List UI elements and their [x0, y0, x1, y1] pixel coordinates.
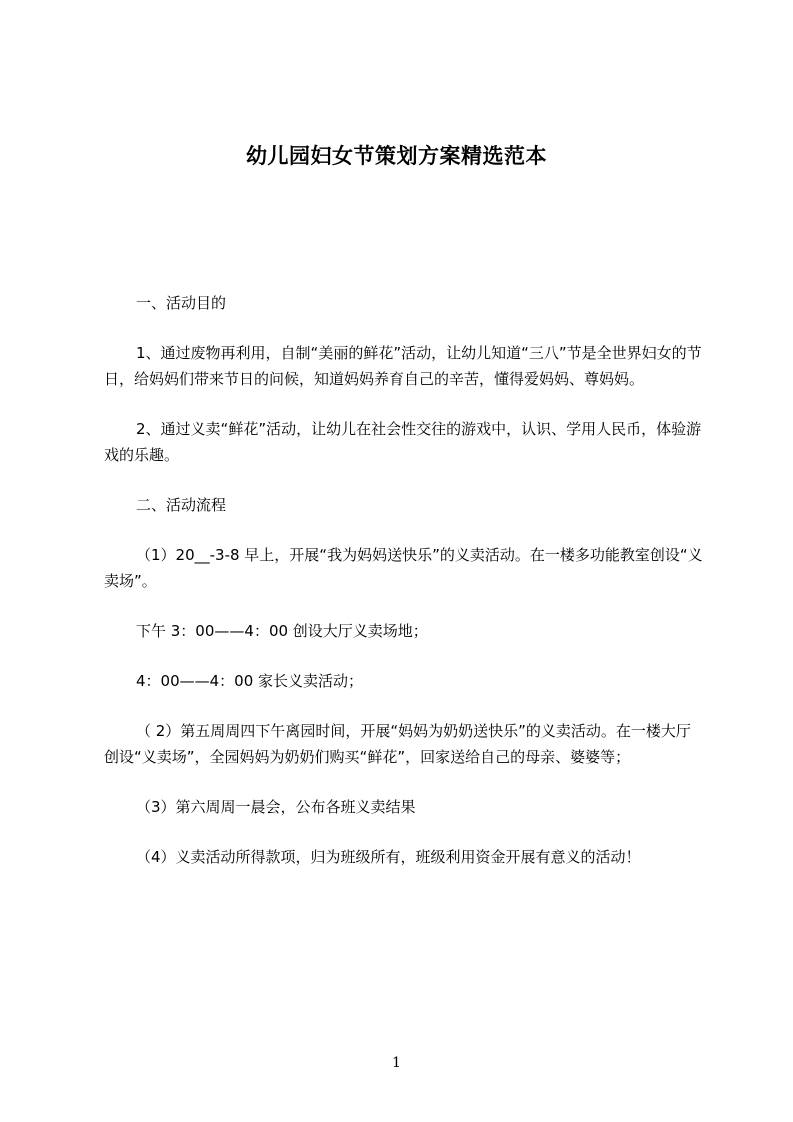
section-heading-goal: 一、活动目的: [136, 294, 227, 312]
document-body: [104, 290, 704, 870]
process-schedule-afternoon: 下午 3：00——4：00 创设大厅义卖场地；: [136, 622, 428, 640]
goal-paragraph-1: 1、通过废物再利用，自制“美丽的鲜花”活动，让幼儿知道“三八”节是全世界妇女的节日，给妈妈们带来节日的问候，知道妈妈养育自己的辛苦，懂得爱妈妈、尊妈妈。: [104, 344, 702, 388]
process-schedule-parent-sale: 4：00——4：00 家长义卖活动；: [136, 672, 364, 690]
page-title: 幼儿园妇女节策划方案精选范本: [246, 144, 547, 168]
section-heading-process: 二、活动流程: [136, 496, 227, 514]
process-paragraph-4: （4）义卖活动所得款项，归为班级所有，班级利用资金开展有意义的活动！: [136, 848, 641, 866]
process-paragraph-3: （3）第六周周一晨会，公布各班义卖结果: [136, 798, 416, 816]
process-paragraph-1: （1）20__-3-8 早上，开展“我为妈妈送快乐”的义卖活动。在一楼多功能教室创设“义卖场”。: [104, 546, 703, 590]
goal-paragraph-2: 2、通过义卖“鲜花”活动，让幼儿在社会性交往的游戏中，认识、学用人民币，体验游戏的乐趣。: [104, 420, 702, 464]
page-number: 1: [392, 1055, 401, 1071]
process-paragraph-2: （ 2）第五周周四下午离园时间，开展“妈妈为奶奶送快乐”的义卖活动。在一楼大厅创设“义卖场”，全园妈妈为奶奶们购买“鲜花”，回家送给自己的母亲、婆婆等；: [104, 722, 691, 766]
